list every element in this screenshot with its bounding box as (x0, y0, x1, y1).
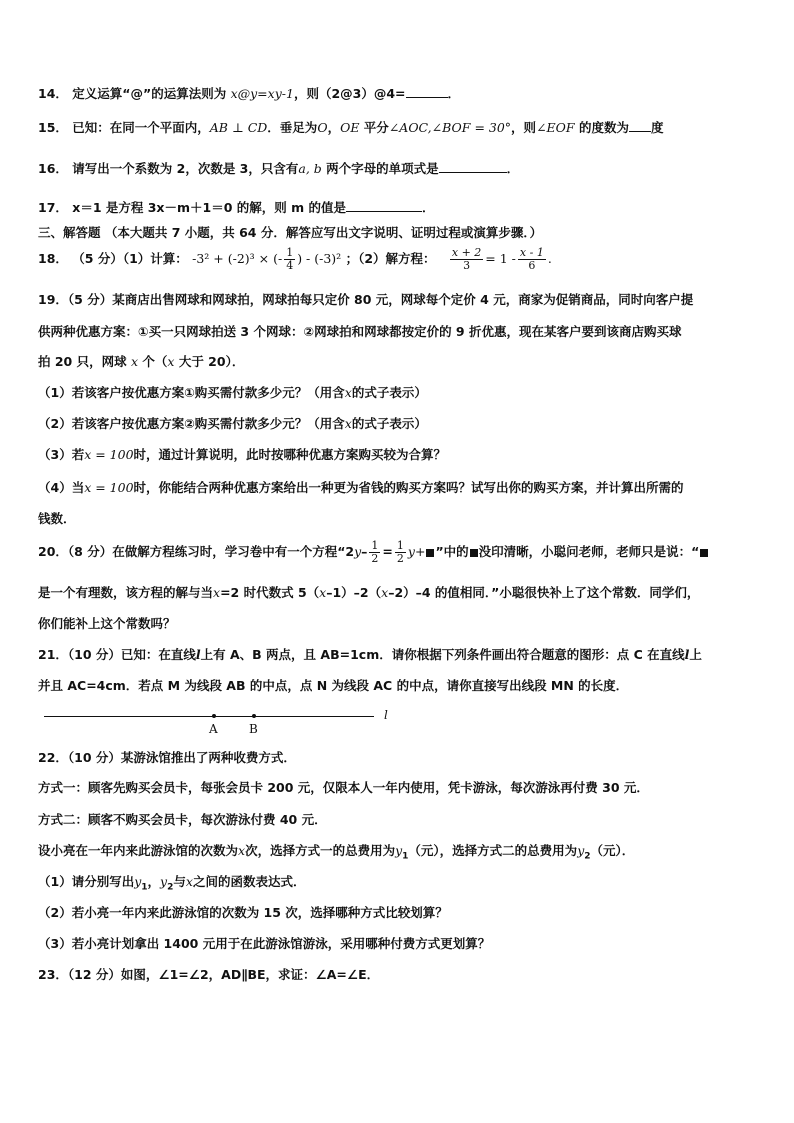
q15-math-4: ∠AOC,∠BOF = 30° (388, 120, 512, 135)
q22-part-1-text-1: （1）请分别写出 (38, 874, 135, 889)
q22-line-3: 方式二：顾客不购买会员卡，每次游泳付费 40 元． (38, 812, 327, 827)
q19-sub-2-var: x (344, 416, 352, 431)
q19-var-x: x (130, 354, 139, 369)
q19-sub-1 (38, 385, 427, 401)
q19-sub-1-text-2: 的式子表示） (351, 385, 427, 400)
q19-sub-2 (38, 416, 427, 432)
q14-expression: x@y=xy-1 (230, 86, 294, 101)
q21-line-2: 并且 AC=4cm．若点 M 为线段 AB 的中点，点 N 为线段 AC 的中点，请你直接写出线段 MN 的长度． (38, 678, 629, 693)
q19-line-1: 19．（5 分）某商店出售网球和网球拍，网球拍每只定价 80 元，网球每个定价 4 元，商家为促销商品，同时向客户提 (38, 292, 694, 307)
line-diagram (44, 705, 404, 745)
q20-text-5: ”中的 (435, 544, 469, 559)
missing-constant-mark-icon (426, 549, 434, 557)
q20-line-2-text-1: 是一个有理数，该方程的解与当 (38, 585, 214, 600)
q20-line-1 (38, 537, 709, 567)
q20-fraction-2-numerator: 1 (396, 539, 404, 552)
q22-sub-1: 1 (402, 851, 409, 862)
q15-text-3: ， (327, 120, 341, 135)
q16-math: a, b (298, 161, 322, 176)
q18-fraction-2-numerator: x + 2 (451, 246, 482, 259)
q22-line-1: 22．（10 分）某游泳馆推出了两种收费方式． (38, 750, 296, 765)
q15-text-4: 平分 (359, 120, 389, 135)
q22-line-4-text-3: （元），选择方式二的总费用为 (408, 843, 578, 858)
q20-fraction-1-numerator: 1 (371, 539, 379, 552)
question-14 (38, 85, 460, 102)
point-a (212, 714, 216, 718)
q22-part-1-sub-2: 2 (167, 882, 174, 893)
q19-sub-3-math: x = 100 (84, 447, 134, 462)
q14-number: 14． (38, 86, 68, 101)
question-16 (38, 160, 519, 177)
question-17 (38, 199, 435, 216)
q19-sub-1-text-1: （1）若该客户按优惠方案①购买需付款多少元？（用含 (38, 385, 345, 400)
q14-text-2: ，则（2@3）@4= (293, 86, 406, 101)
missing-constant-mark-icon (470, 549, 478, 557)
q19-sub-2-text-1: （2）若该客户按优惠方案②购买需付款多少元？（用含 (38, 416, 345, 431)
q18-fraction-3-denominator: 6 (528, 259, 536, 272)
q19-sub-4-text-1: （4）当 (38, 480, 85, 495)
point-b-label: B (249, 722, 258, 736)
q18-fraction-1-numerator: 1 (286, 246, 294, 259)
q20-line-2 (38, 585, 699, 601)
q19-var-x-2: x (167, 354, 175, 369)
q22-part-1-text-3: 与 (173, 874, 186, 889)
q21-line-1 (38, 647, 702, 663)
q14-end: ． (447, 86, 461, 101)
q19-sub-1-var: x (344, 385, 352, 400)
q22-sub-2: 2 (584, 851, 591, 862)
q18-number: 18． (38, 251, 68, 266)
q14-answer-blank[interactable] (406, 85, 448, 98)
q18-fraction-2-denominator: 3 (463, 259, 471, 272)
q15-text-5: ，则 (511, 120, 537, 135)
q21-line-l: l (195, 647, 201, 662)
point-b (252, 714, 256, 718)
q22-line-4-text-1: 设小亮在一年内来此游泳馆的次数为 (38, 843, 239, 858)
q22-part-1-y2: y (160, 874, 168, 889)
q21-text-3: 上 (689, 647, 702, 662)
q18-text-2: ；（2）解方程： (345, 251, 436, 266)
q18-fraction-2 (450, 247, 483, 272)
q20-text-3: = (382, 544, 393, 559)
q22-line-4-text-4: （元）． (590, 843, 635, 858)
q19-line-3-text-2: 个（ (142, 354, 168, 369)
q20-text-1: 20．（8 分）在做解方程练习时，学习卷中有一个方程“2 (38, 544, 355, 559)
q22-var-x: x (238, 843, 246, 858)
q22-part-1-sub-1: 1 (141, 882, 148, 893)
q19-line-3 (38, 354, 244, 370)
q22-part-3: （3）若小亮计划拿出 1400 元用于在此游泳馆游泳，采用哪种付费方式更划算？ (38, 936, 491, 951)
q20-line-2-text-3: –1）–2（ (326, 585, 382, 600)
q20-var-y: y (354, 544, 362, 559)
q18-expr-1: -3² + (-2)³ × (- (192, 251, 283, 266)
q20-line-2-text-2: =2 时代数式 5（ (220, 585, 320, 600)
q22-part-1-x: x (185, 874, 193, 889)
q22-line-2: 方式一：顾客先购买会员卡，每张会员卡 200 元，仅限本人一年内使用，凭卡游泳，每次游泳再付费 30 元． (38, 780, 649, 795)
q19-sub-4-line-2: 钱数． (38, 511, 76, 526)
q15-number: 15． (38, 120, 68, 135)
section-3-heading: 三、解答题 （本大题共 7 小题，共 64 分．解答应写出文字说明、证明过程或演算步骤．） (38, 225, 543, 240)
q19-line-3-text-1: 拍 20 只，网球 (38, 354, 127, 369)
q19-sub-3 (38, 447, 446, 463)
line-l-label: l (384, 708, 388, 722)
question-15 (38, 119, 663, 136)
q20-text-6: 没印清晰，小聪问老师，老师只是说：“ (478, 544, 700, 559)
q20-fraction-1 (369, 540, 380, 565)
q19-sub-4-text-2: 时，你能结合两种优惠方案给出一种更为省钱的购买方案吗？试写出你的购买方案，并计算出所需的 (133, 480, 684, 495)
q21-line-l-2: l (684, 647, 690, 662)
q16-answer-blank[interactable] (439, 160, 507, 173)
q18-fraction-3-numerator: x - 1 (519, 246, 544, 259)
question-23: 23．（12 分）如图，∠1=∠2，AD∥BE，求证：∠A=∠E． (38, 967, 380, 982)
q18-text-1: （5 分）（1）计算： (72, 251, 188, 266)
q20-var-x-2: x (319, 585, 327, 600)
q20-text-4: y+ (407, 544, 426, 559)
line-l (44, 716, 374, 717)
q18-fraction-3 (518, 247, 546, 272)
q21-text-1: 21．（10 分）已知：在直线 (38, 647, 196, 662)
q15-text-6: 的度数为 (574, 120, 629, 135)
q15-math-5: ∠EOF (536, 120, 575, 135)
q20-line-3: 你们能补上这个常数吗？ (38, 616, 176, 631)
q17-text: x＝1 是方程 3x－m＋1＝0 的解，则 m 的值是 (72, 200, 346, 215)
q15-text-1: 已知：在同一个平面内， (72, 120, 210, 135)
question-18 (38, 244, 552, 274)
q19-sub-3-text-1: （3）若 (38, 447, 85, 462)
q17-number: 17． (38, 200, 68, 215)
point-a-label: A (209, 722, 218, 736)
q19-sub-2-text-2: 的式子表示） (351, 416, 427, 431)
q19-line-3-text-3: 大于 20）． (178, 354, 245, 369)
q20-text-2: – (361, 544, 368, 559)
q20-fraction-1-denominator: 2 (371, 552, 379, 565)
q22-part-1-text-2: ， (147, 874, 161, 889)
q18-fraction-1-denominator: 4 (286, 259, 294, 272)
q16-end: ． (506, 161, 520, 176)
q19-sub-3-text-2: 时，通过计算说明，此时按哪种优惠方案购买较为合算？ (133, 447, 447, 462)
q20-fraction-2 (395, 540, 406, 565)
q22-part-1 (38, 874, 305, 896)
q19-sub-4-math: x = 100 (84, 480, 134, 495)
q22-line-4-text-2: 次，选择方式一的总费用为 (245, 843, 396, 858)
q20-var-x-3: x (381, 585, 389, 600)
q22-part-1-y1: y (134, 874, 142, 889)
q20-var-x: x (213, 585, 221, 600)
q20-line-2-text-4: –2）–4 的值相同．”小聪很快补上了这个常数．同学们， (388, 585, 700, 600)
q14-text: 定义运算“@”的运算法则为 (72, 86, 231, 101)
q22-line-4 (38, 843, 634, 865)
q18-fraction-1 (284, 247, 295, 272)
q19-line-2: 供两种优惠方案：①买一只网球拍送 3 个网球：②网球拍和网球都按定价的 9 折优惠，现在某客户要到该商店购买球 (38, 324, 682, 339)
q15-text-2: ．垂足为 (267, 120, 318, 135)
missing-constant-mark-icon (700, 549, 708, 557)
q20-fraction-2-denominator: 2 (396, 552, 404, 565)
q15-math-1: AB ⊥ CD (209, 120, 268, 135)
q22-part-1-text-4: 之间的函数表达式． (192, 874, 306, 889)
q15-answer-blank[interactable] (629, 119, 651, 132)
q15-math-2: O (317, 120, 328, 135)
q17-end: ． (422, 200, 435, 215)
q18-expr-2: ) - (-3)² (297, 251, 342, 266)
q16-number: 16． (38, 161, 68, 176)
q15-math-3: OE (340, 120, 360, 135)
q22-part-2: （2）若小亮一年内来此游泳馆的次数为 15 次，选择哪种方式比较划算？ (38, 905, 448, 920)
q16-text-2: 两个字母的单项式是 (321, 161, 439, 176)
q22-var-y1: y (395, 843, 403, 858)
q22-var-y2: y (577, 843, 585, 858)
q21-text-2: 上有 A、B 两点，且 AB=1cm．请你根据下列条件画出符合题意的图形：点 C 在直线 (200, 647, 685, 662)
q18-expr-3: = 1 - (485, 251, 516, 266)
q15-text-7: 度 (650, 120, 664, 135)
q17-answer-blank[interactable] (346, 199, 422, 212)
q19-sub-4 (38, 480, 684, 496)
q18-end: . (547, 251, 552, 266)
q16-text-1: 请写出一个系数为 2，次数是 3，只含有 (72, 161, 299, 176)
